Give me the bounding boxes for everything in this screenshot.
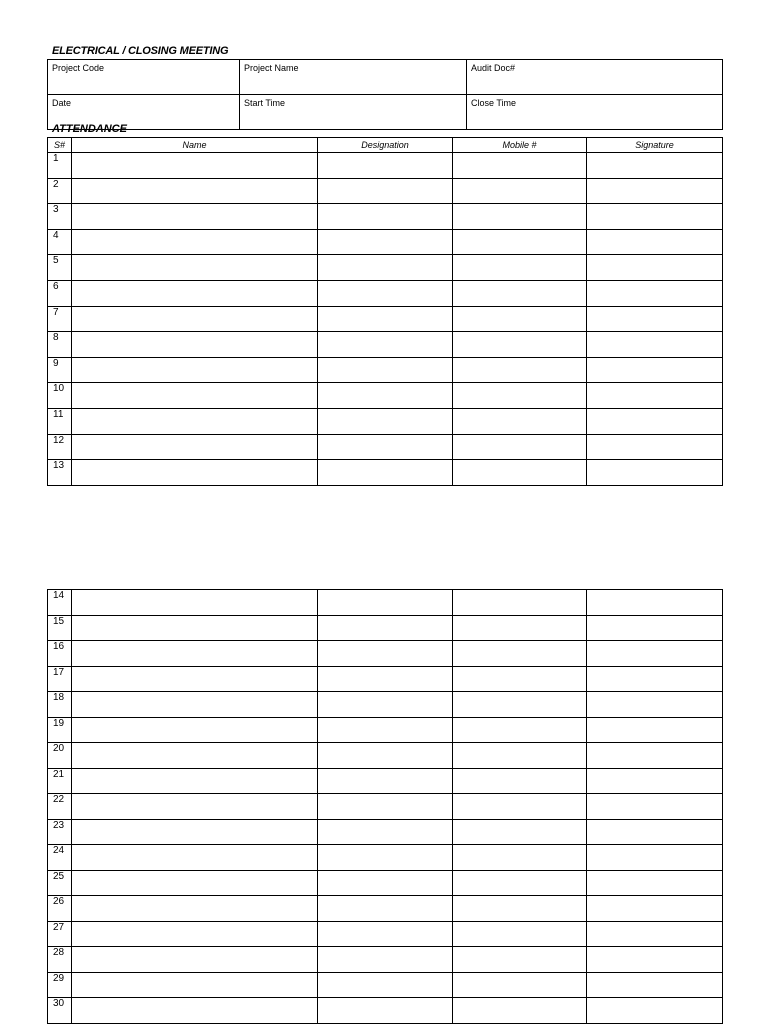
name-cell[interactable] xyxy=(72,615,318,641)
signature-cell[interactable] xyxy=(587,434,723,460)
audit-doc-label: Audit Doc# xyxy=(471,63,516,73)
attendance-row xyxy=(48,332,723,358)
row-serial-number: 16 xyxy=(48,641,72,667)
row-serial-number: 28 xyxy=(48,947,72,973)
signature-cell[interactable] xyxy=(587,743,723,769)
row-serial-number: 23 xyxy=(48,819,72,845)
attendance-title: ATTENDANCE xyxy=(52,123,127,135)
signature-cell[interactable] xyxy=(587,204,723,230)
signature-cell[interactable] xyxy=(587,615,723,641)
signature-cell[interactable] xyxy=(587,717,723,743)
designation-cell[interactable] xyxy=(318,204,453,230)
designation-cell[interactable] xyxy=(318,383,453,409)
mobile-cell[interactable] xyxy=(453,921,587,947)
designation-cell[interactable] xyxy=(318,153,453,179)
start-time-label: Start Time xyxy=(244,98,286,108)
header-designation: Designation xyxy=(318,138,453,153)
row-serial-number: 3 xyxy=(48,204,72,230)
designation-cell[interactable] xyxy=(318,870,453,896)
start-time-field[interactable] xyxy=(240,95,467,130)
signature-cell[interactable] xyxy=(587,178,723,204)
signature-cell[interactable] xyxy=(587,255,723,281)
designation-cell[interactable] xyxy=(318,819,453,845)
signature-cell[interactable] xyxy=(587,641,723,667)
signature-cell[interactable] xyxy=(587,845,723,871)
mobile-cell[interactable] xyxy=(453,434,587,460)
name-cell[interactable] xyxy=(72,460,318,486)
mobile-cell[interactable] xyxy=(453,794,587,820)
row-serial-number: 22 xyxy=(48,794,72,820)
designation-cell[interactable] xyxy=(318,280,453,306)
mobile-cell[interactable] xyxy=(453,357,587,383)
mobile-cell[interactable] xyxy=(453,332,587,358)
mobile-cell[interactable] xyxy=(453,383,587,409)
close-time-label: Close Time xyxy=(471,98,517,108)
attendance-row xyxy=(48,921,723,947)
row-serial-number: 8 xyxy=(48,332,72,358)
row-serial-number: 13 xyxy=(48,460,72,486)
attendance-row xyxy=(48,460,723,486)
row-serial-number: 5 xyxy=(48,255,72,281)
attendance-row xyxy=(48,641,723,667)
name-cell[interactable] xyxy=(72,434,318,460)
signature-cell[interactable] xyxy=(587,229,723,255)
designation-cell[interactable] xyxy=(318,692,453,718)
mobile-cell[interactable] xyxy=(453,998,587,1024)
designation-cell[interactable] xyxy=(318,306,453,332)
mobile-cell[interactable] xyxy=(453,204,587,230)
signature-cell[interactable] xyxy=(587,357,723,383)
row-serial-number: 6 xyxy=(48,280,72,306)
signature-cell[interactable] xyxy=(587,692,723,718)
mobile-cell[interactable] xyxy=(453,153,587,179)
attendance-row xyxy=(48,153,723,179)
mobile-cell[interactable] xyxy=(453,590,587,616)
attendance-row xyxy=(48,383,723,409)
designation-cell[interactable] xyxy=(318,666,453,692)
attendance-row xyxy=(48,743,723,769)
name-cell[interactable] xyxy=(72,717,318,743)
row-serial-number: 10 xyxy=(48,383,72,409)
name-cell[interactable] xyxy=(72,692,318,718)
designation-cell[interactable] xyxy=(318,255,453,281)
signature-cell[interactable] xyxy=(587,896,723,922)
audit-doc-field[interactable] xyxy=(467,60,723,95)
row-serial-number: 29 xyxy=(48,972,72,998)
signature-cell[interactable] xyxy=(587,280,723,306)
mobile-cell[interactable] xyxy=(453,845,587,871)
signature-cell[interactable] xyxy=(587,794,723,820)
attendance-row xyxy=(48,870,723,896)
row-serial-number: 19 xyxy=(48,717,72,743)
name-cell[interactable] xyxy=(72,870,318,896)
designation-cell[interactable] xyxy=(318,717,453,743)
signature-cell[interactable] xyxy=(587,870,723,896)
name-cell[interactable] xyxy=(72,204,318,230)
name-cell[interactable] xyxy=(72,641,318,667)
signature-cell[interactable] xyxy=(587,998,723,1024)
header-name: Name xyxy=(72,138,318,153)
date-label: Date xyxy=(52,98,72,108)
designation-cell[interactable] xyxy=(318,896,453,922)
attendance-row xyxy=(48,615,723,641)
designation-cell[interactable] xyxy=(318,460,453,486)
designation-cell[interactable] xyxy=(318,229,453,255)
name-cell[interactable] xyxy=(72,280,318,306)
designation-cell[interactable] xyxy=(318,332,453,358)
row-serial-number: 2 xyxy=(48,178,72,204)
attendance-row xyxy=(48,947,723,973)
mobile-cell[interactable] xyxy=(453,615,587,641)
name-cell[interactable] xyxy=(72,666,318,692)
project-name-field[interactable] xyxy=(240,60,467,95)
attendance-row xyxy=(48,845,723,871)
row-serial-number: 20 xyxy=(48,743,72,769)
attendance-row xyxy=(48,972,723,998)
attendance-row xyxy=(48,408,723,434)
mobile-cell[interactable] xyxy=(453,743,587,769)
signature-cell[interactable] xyxy=(587,408,723,434)
attendance-row xyxy=(48,434,723,460)
attendance-row xyxy=(48,229,723,255)
row-serial-number: 21 xyxy=(48,768,72,794)
mobile-cell[interactable] xyxy=(453,460,587,486)
row-serial-number: 1 xyxy=(48,153,72,179)
row-serial-number: 9 xyxy=(48,357,72,383)
signature-cell[interactable] xyxy=(587,332,723,358)
signature-cell[interactable] xyxy=(587,153,723,179)
designation-cell[interactable] xyxy=(318,845,453,871)
name-cell[interactable] xyxy=(72,896,318,922)
signature-cell[interactable] xyxy=(587,666,723,692)
name-cell[interactable] xyxy=(72,743,318,769)
attendance-row xyxy=(48,255,723,281)
mobile-cell[interactable] xyxy=(453,717,587,743)
name-cell[interactable] xyxy=(72,921,318,947)
row-serial-number: 15 xyxy=(48,615,72,641)
row-serial-number: 11 xyxy=(48,408,72,434)
signature-cell[interactable] xyxy=(587,947,723,973)
designation-cell[interactable] xyxy=(318,615,453,641)
attendance-row xyxy=(48,178,723,204)
designation-cell[interactable] xyxy=(318,768,453,794)
name-cell[interactable] xyxy=(72,819,318,845)
designation-cell[interactable] xyxy=(318,972,453,998)
attendance-row xyxy=(48,306,723,332)
mobile-cell[interactable] xyxy=(453,896,587,922)
attendance-row xyxy=(48,717,723,743)
signature-cell[interactable] xyxy=(587,460,723,486)
attendance-row xyxy=(48,280,723,306)
attendance-row xyxy=(48,794,723,820)
attendance-table-continued xyxy=(47,589,723,1024)
row-serial-number: 7 xyxy=(48,306,72,332)
attendance-row xyxy=(48,692,723,718)
signature-cell[interactable] xyxy=(587,590,723,616)
designation-cell[interactable] xyxy=(318,743,453,769)
name-cell[interactable] xyxy=(72,229,318,255)
mobile-cell[interactable] xyxy=(453,641,587,667)
row-serial-number: 4 xyxy=(48,229,72,255)
name-cell[interactable] xyxy=(72,408,318,434)
project-name-label: Project Name xyxy=(244,63,299,73)
designation-cell[interactable] xyxy=(318,641,453,667)
mobile-cell[interactable] xyxy=(453,178,587,204)
row-serial-number: 26 xyxy=(48,896,72,922)
signature-cell[interactable] xyxy=(587,921,723,947)
designation-cell[interactable] xyxy=(318,998,453,1024)
attendance-row xyxy=(48,998,723,1024)
form-title: ELECTRICAL / CLOSING MEETING xyxy=(52,45,229,57)
mobile-cell[interactable] xyxy=(453,306,587,332)
name-cell[interactable] xyxy=(72,153,318,179)
name-cell[interactable] xyxy=(72,768,318,794)
row-serial-number: 25 xyxy=(48,870,72,896)
attendance-row xyxy=(48,590,723,616)
name-cell[interactable] xyxy=(72,357,318,383)
mobile-cell[interactable] xyxy=(453,692,587,718)
signature-cell[interactable] xyxy=(587,306,723,332)
designation-cell[interactable] xyxy=(318,794,453,820)
mobile-cell[interactable] xyxy=(453,768,587,794)
attendance-row xyxy=(48,819,723,845)
signature-cell[interactable] xyxy=(587,383,723,409)
signature-cell[interactable] xyxy=(587,819,723,845)
designation-cell[interactable] xyxy=(318,590,453,616)
name-cell[interactable] xyxy=(72,383,318,409)
project-code-label: Project Code xyxy=(52,63,105,73)
row-serial-number: 17 xyxy=(48,666,72,692)
row-serial-number: 12 xyxy=(48,434,72,460)
name-cell[interactable] xyxy=(72,972,318,998)
attendance-row xyxy=(48,357,723,383)
row-serial-number: 27 xyxy=(48,921,72,947)
attendance-table xyxy=(47,137,723,486)
close-time-field[interactable] xyxy=(467,95,723,130)
mobile-cell[interactable] xyxy=(453,280,587,306)
header-serial: S# xyxy=(48,138,72,153)
mobile-cell[interactable] xyxy=(453,870,587,896)
attendance-row xyxy=(48,768,723,794)
attendance-row xyxy=(48,204,723,230)
signature-cell[interactable] xyxy=(587,972,723,998)
header-signature: Signature xyxy=(587,138,723,153)
name-cell[interactable] xyxy=(72,998,318,1024)
row-serial-number: 14 xyxy=(48,590,72,616)
attendance-header-row xyxy=(48,138,723,153)
mobile-cell[interactable] xyxy=(453,819,587,845)
name-cell[interactable] xyxy=(72,845,318,871)
designation-cell[interactable] xyxy=(318,947,453,973)
name-cell[interactable] xyxy=(72,947,318,973)
mobile-cell[interactable] xyxy=(453,229,587,255)
mobile-cell[interactable] xyxy=(453,666,587,692)
row-serial-number: 24 xyxy=(48,845,72,871)
row-serial-number: 30 xyxy=(48,998,72,1024)
name-cell[interactable] xyxy=(72,306,318,332)
designation-cell[interactable] xyxy=(318,434,453,460)
header-mobile: Mobile # xyxy=(453,138,587,153)
designation-cell[interactable] xyxy=(318,357,453,383)
mobile-cell[interactable] xyxy=(453,947,587,973)
name-cell[interactable] xyxy=(72,590,318,616)
designation-cell[interactable] xyxy=(318,921,453,947)
designation-cell[interactable] xyxy=(318,408,453,434)
signature-cell[interactable] xyxy=(587,768,723,794)
mobile-cell[interactable] xyxy=(453,408,587,434)
name-cell[interactable] xyxy=(72,794,318,820)
name-cell[interactable] xyxy=(72,178,318,204)
attendance-row xyxy=(48,896,723,922)
name-cell[interactable] xyxy=(72,332,318,358)
attendance-row xyxy=(48,666,723,692)
mobile-cell[interactable] xyxy=(453,972,587,998)
meeting-info-table xyxy=(47,59,723,130)
name-cell[interactable] xyxy=(72,255,318,281)
row-serial-number: 18 xyxy=(48,692,72,718)
designation-cell[interactable] xyxy=(318,178,453,204)
project-code-field[interactable] xyxy=(48,60,240,95)
mobile-cell[interactable] xyxy=(453,255,587,281)
